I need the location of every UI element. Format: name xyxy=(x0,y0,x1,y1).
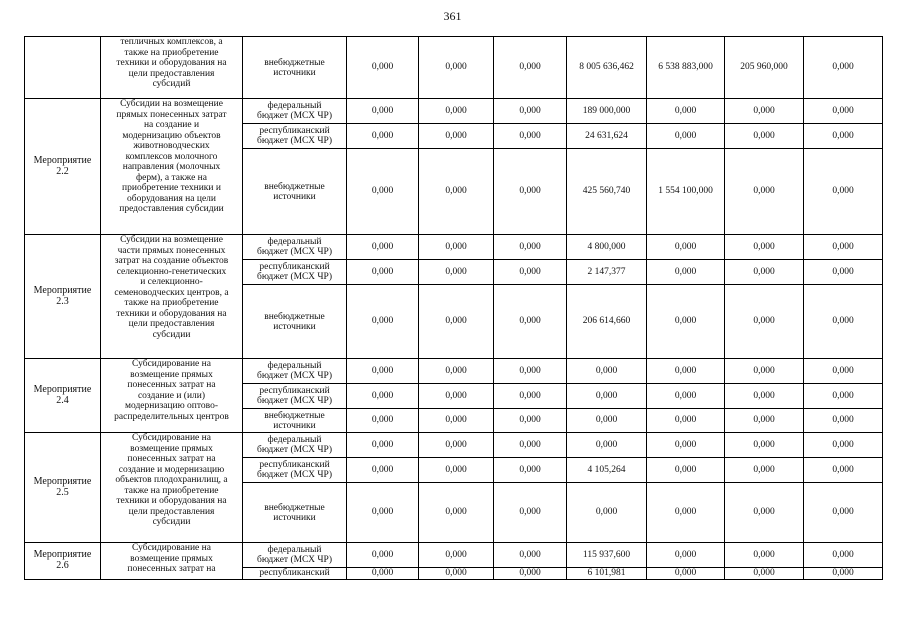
value-cell: 425 560,740 xyxy=(567,149,647,235)
value-cell: 0,000 xyxy=(494,384,567,409)
event-cell: Мероприятие 2.6 xyxy=(25,543,101,580)
value-cell: 0,000 xyxy=(419,543,494,568)
value-cell: 0,000 xyxy=(494,483,567,543)
value-cell: 0,000 xyxy=(347,149,419,235)
value-cell: 0,000 xyxy=(419,149,494,235)
value-cell: 0,000 xyxy=(804,149,883,235)
value-cell: 0,000 xyxy=(347,260,419,285)
value-cell: 0,000 xyxy=(725,359,804,384)
value-cell: 1 554 100,000 xyxy=(647,149,725,235)
funding-source-cell: республиканский бюджет (МСХ ЧР) xyxy=(243,458,347,483)
value-cell: 0,000 xyxy=(347,99,419,124)
value-cell: 0,000 xyxy=(494,37,567,99)
value-cell: 0,000 xyxy=(647,384,725,409)
funding-source-cell: федеральный бюджет (МСХ ЧР) xyxy=(243,543,347,568)
value-cell: 0,000 xyxy=(804,235,883,260)
value-cell: 0,000 xyxy=(647,409,725,433)
value-cell: 0,000 xyxy=(419,409,494,433)
value-cell: 0,000 xyxy=(419,359,494,384)
value-cell: 0,000 xyxy=(804,568,883,580)
value-cell: 0,000 xyxy=(494,260,567,285)
value-cell: 0,000 xyxy=(647,99,725,124)
value-cell: 0,000 xyxy=(347,359,419,384)
funding-source-cell: внебюджетные источники xyxy=(243,149,347,235)
value-cell: 0,000 xyxy=(647,124,725,149)
value-cell: 0,000 xyxy=(494,124,567,149)
value-cell: 0,000 xyxy=(725,543,804,568)
value-cell: 4 105,264 xyxy=(567,458,647,483)
table-row xyxy=(25,359,883,384)
funding-source-cell: республиканский xyxy=(243,568,347,580)
value-cell: 0,000 xyxy=(347,543,419,568)
description-cell: Субсидирование на возмещение прямых понесенных затрат на xyxy=(101,543,243,580)
value-cell: 0,000 xyxy=(494,285,567,359)
funding-source-cell: республиканский бюджет (МСХ ЧР) xyxy=(243,384,347,409)
value-cell: 0,000 xyxy=(347,384,419,409)
value-cell: 0,000 xyxy=(647,568,725,580)
event-cell: Мероприятие 2.5 xyxy=(25,433,101,543)
value-cell: 0,000 xyxy=(419,458,494,483)
description-cell: тепличных комплексов, а также на приобретение техники и оборудования на цели предоставления субсидий xyxy=(101,37,243,99)
value-cell: 0,000 xyxy=(647,433,725,458)
value-cell: 0,000 xyxy=(494,433,567,458)
value-cell: 0,000 xyxy=(725,384,804,409)
value-cell: 0,000 xyxy=(804,543,883,568)
event-cell: Мероприятие 2.4 xyxy=(25,359,101,433)
value-cell: 0,000 xyxy=(347,124,419,149)
value-cell: 0,000 xyxy=(567,483,647,543)
value-cell: 0,000 xyxy=(725,568,804,580)
value-cell: 0,000 xyxy=(804,285,883,359)
value-cell: 0,000 xyxy=(567,384,647,409)
value-cell: 0,000 xyxy=(804,458,883,483)
value-cell: 0,000 xyxy=(647,543,725,568)
value-cell: 0,000 xyxy=(419,433,494,458)
value-cell: 0,000 xyxy=(725,409,804,433)
value-cell: 0,000 xyxy=(647,260,725,285)
table-row xyxy=(25,99,883,124)
table-row xyxy=(25,37,883,99)
value-cell: 8 005 636,462 xyxy=(567,37,647,99)
value-cell: 0,000 xyxy=(494,568,567,580)
value-cell: 0,000 xyxy=(725,124,804,149)
value-cell: 0,000 xyxy=(725,433,804,458)
description-cell: Субсидии на возмещение части прямых понесенных затрат на создание объектов селекционно-генетических и селекционно- семеноводческих центров, а также на приобретение техники и оборудования на цели предоставления субсидии xyxy=(101,235,243,359)
description-cell: Субсидирование на возмещение прямых понесенных затрат на создание и модернизацию объектов плодохранилищ, а также на приобретение техники и оборудования на цели предоставления субсидии xyxy=(101,433,243,543)
value-cell: 0,000 xyxy=(419,483,494,543)
budget-table xyxy=(24,36,883,580)
value-cell: 0,000 xyxy=(804,260,883,285)
value-cell: 0,000 xyxy=(647,235,725,260)
value-cell: 0,000 xyxy=(725,458,804,483)
value-cell: 0,000 xyxy=(419,99,494,124)
table-body xyxy=(25,37,883,580)
value-cell: 0,000 xyxy=(419,37,494,99)
value-cell: 0,000 xyxy=(494,99,567,124)
value-cell: 0,000 xyxy=(347,568,419,580)
value-cell: 0,000 xyxy=(419,124,494,149)
value-cell: 0,000 xyxy=(494,409,567,433)
value-cell: 0,000 xyxy=(419,568,494,580)
value-cell: 0,000 xyxy=(725,235,804,260)
value-cell: 0,000 xyxy=(725,260,804,285)
value-cell: 0,000 xyxy=(494,543,567,568)
value-cell: 0,000 xyxy=(419,235,494,260)
value-cell: 4 800,000 xyxy=(567,235,647,260)
table-row xyxy=(25,235,883,260)
value-cell: 0,000 xyxy=(347,409,419,433)
value-cell: 0,000 xyxy=(347,458,419,483)
value-cell: 0,000 xyxy=(494,149,567,235)
value-cell: 0,000 xyxy=(494,235,567,260)
value-cell: 0,000 xyxy=(567,359,647,384)
value-cell: 0,000 xyxy=(347,433,419,458)
value-cell: 115 937,600 xyxy=(567,543,647,568)
table-row xyxy=(25,433,883,458)
event-cell: Мероприятие 2.3 xyxy=(25,235,101,359)
value-cell: 0,000 xyxy=(804,384,883,409)
description-cell: Субсидии на возмещение прямых понесенных затрат на создание и модернизацию объектов животноводческих комплексов молочного направления (молочных ферм), а также на приобретение техники и оборудования на цели предоставления субсидии xyxy=(101,99,243,235)
funding-source-cell: федеральный бюджет (МСХ ЧР) xyxy=(243,235,347,260)
value-cell: 0,000 xyxy=(725,149,804,235)
description-cell: Субсидирование на возмещение прямых понесенных затрат на создание и (или) модернизацию оптово- распределительных центров xyxy=(101,359,243,433)
value-cell: 0,000 xyxy=(494,458,567,483)
value-cell: 0,000 xyxy=(647,483,725,543)
value-cell: 0,000 xyxy=(725,99,804,124)
value-cell: 0,000 xyxy=(494,359,567,384)
value-cell: 0,000 xyxy=(347,37,419,99)
value-cell: 0,000 xyxy=(647,359,725,384)
funding-source-cell: внебюджетные источники xyxy=(243,37,347,99)
page-number: 361 xyxy=(443,9,462,23)
value-cell: 0,000 xyxy=(419,285,494,359)
value-cell: 189 000,000 xyxy=(567,99,647,124)
value-cell: 24 631,624 xyxy=(567,124,647,149)
value-cell: 0,000 xyxy=(725,285,804,359)
value-cell: 0,000 xyxy=(804,37,883,99)
funding-source-cell: внебюджетные источники xyxy=(243,409,347,433)
value-cell: 2 147,377 xyxy=(567,260,647,285)
value-cell: 0,000 xyxy=(804,99,883,124)
value-cell: 6 101,981 xyxy=(567,568,647,580)
funding-source-cell: республиканский бюджет (МСХ ЧР) xyxy=(243,260,347,285)
value-cell: 0,000 xyxy=(567,433,647,458)
funding-source-cell: республиканский бюджет (МСХ ЧР) xyxy=(243,124,347,149)
funding-source-cell: внебюджетные источники xyxy=(243,285,347,359)
value-cell: 0,000 xyxy=(347,235,419,260)
value-cell: 0,000 xyxy=(647,285,725,359)
value-cell: 6 538 883,000 xyxy=(647,37,725,99)
event-cell xyxy=(25,37,101,99)
value-cell: 0,000 xyxy=(804,359,883,384)
event-cell: Мероприятие 2.2 xyxy=(25,99,101,235)
value-cell: 0,000 xyxy=(725,483,804,543)
value-cell: 0,000 xyxy=(347,483,419,543)
funding-source-cell: федеральный бюджет (МСХ ЧР) xyxy=(243,359,347,384)
value-cell: 0,000 xyxy=(804,483,883,543)
funding-source-cell: внебюджетные источники xyxy=(243,483,347,543)
value-cell: 0,000 xyxy=(804,124,883,149)
value-cell: 0,000 xyxy=(804,409,883,433)
value-cell: 0,000 xyxy=(419,384,494,409)
value-cell: 0,000 xyxy=(804,433,883,458)
value-cell: 0,000 xyxy=(567,409,647,433)
funding-source-cell: федеральный бюджет (МСХ ЧР) xyxy=(243,99,347,124)
table-row xyxy=(25,543,883,568)
value-cell: 206 614,660 xyxy=(567,285,647,359)
funding-source-cell: федеральный бюджет (МСХ ЧР) xyxy=(243,433,347,458)
value-cell: 0,000 xyxy=(419,260,494,285)
value-cell: 0,000 xyxy=(347,285,419,359)
value-cell: 0,000 xyxy=(647,458,725,483)
value-cell: 205 960,000 xyxy=(725,37,804,99)
